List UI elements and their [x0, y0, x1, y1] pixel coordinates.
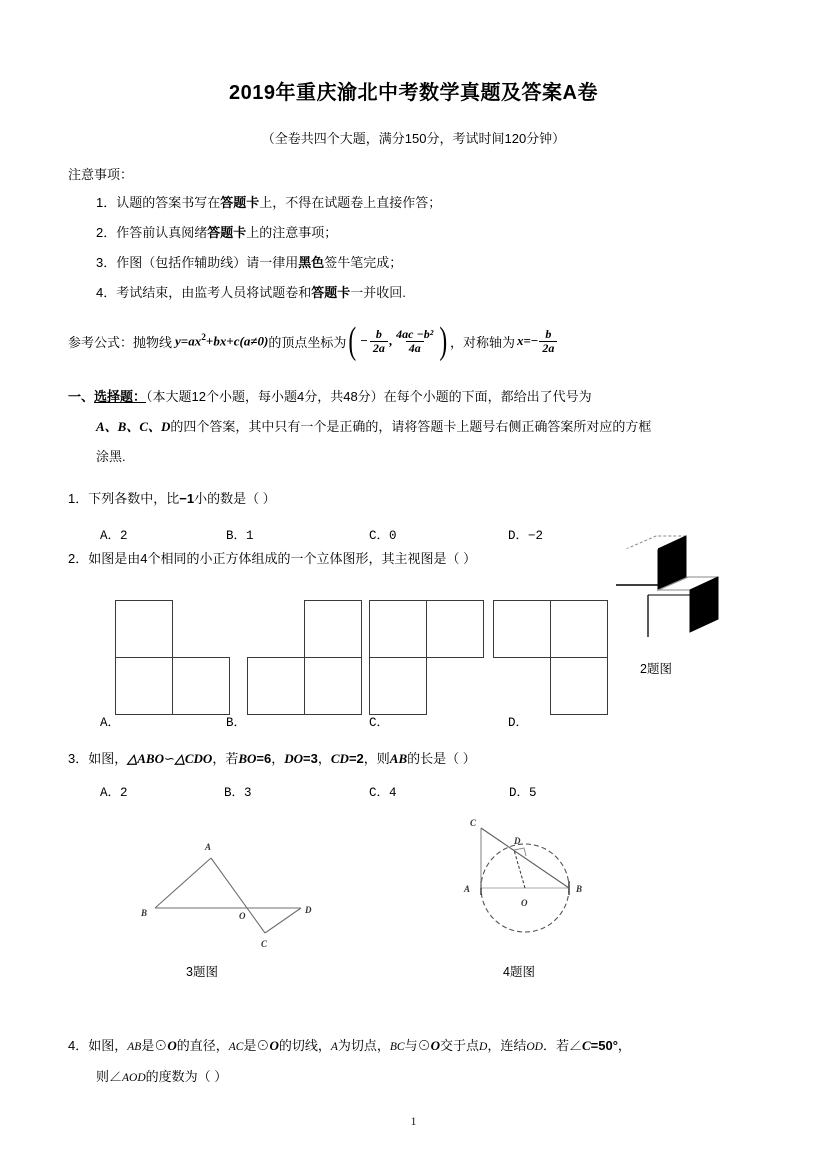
formula-equation: $y=ax^2+bx+c(a\ne 0)$	[175, 333, 269, 349]
q1-option-b[interactable]: B．1	[226, 529, 254, 543]
q3-seg-ab: AB	[389, 751, 408, 766]
section-header-line3: 涂黑.	[96, 449, 126, 464]
q1-option-a[interactable]: A．2	[100, 529, 128, 543]
shape-c-cell-bl	[369, 657, 427, 715]
svg-text:B: B	[576, 884, 583, 894]
svg-text:A: A	[464, 884, 471, 894]
q3-post: 的长是（ ）	[407, 751, 476, 766]
shape-d-cell-tr	[550, 600, 608, 658]
q3-mid-3: ，	[317, 751, 331, 766]
vertex-comma: ,	[388, 333, 393, 349]
q3-eq-2: =3	[303, 751, 318, 766]
formula-mid-text: 的顶点坐标为	[268, 334, 347, 350]
q3-eq-1: =6	[256, 751, 272, 766]
notice-item-1	[96, 194, 441, 212]
notice-item-2	[96, 224, 337, 242]
similar-triangles-icon	[135, 833, 325, 958]
q2-option-d[interactable]: D．	[508, 716, 529, 730]
vertex-minus: −	[359, 333, 368, 349]
q1-bold: −1	[179, 491, 195, 506]
section-line1-rest: （本大题12个小题，每小题4分，共48分）在每个小题的下面，都给出了代号为	[146, 389, 592, 404]
notice-3-post: 签牛笔完成；	[324, 255, 403, 270]
q1-option-c[interactable]: C．0	[369, 529, 397, 543]
question-4-figure-caption: 4题图	[503, 965, 535, 979]
shape-d-cell-tl	[493, 600, 551, 658]
shape-a-cell-tl	[115, 600, 173, 658]
q4-angle-aod: AOD	[122, 1072, 146, 1084]
shape-d-cell-br	[550, 657, 608, 715]
notice-2-bold: 答题卡	[207, 225, 247, 240]
shape-b-cell-bl	[247, 657, 305, 715]
svg-text:A: A	[205, 842, 212, 852]
q4-p11: =	[590, 1038, 599, 1053]
q4-p6: 为切点，	[337, 1038, 390, 1053]
q3-seg-bo: BO	[238, 751, 257, 766]
axis-equation: x=−	[517, 333, 539, 349]
svg-text:C: C	[470, 818, 477, 828]
section-header-line1	[68, 388, 592, 406]
q4-point-d: D	[479, 1041, 488, 1053]
section-header-line2	[96, 418, 651, 436]
q4-angle-c: C	[581, 1038, 591, 1053]
question-4-figure	[452, 812, 627, 967]
question-1-text	[68, 490, 276, 508]
q3-pre: 3．如图，	[68, 751, 128, 766]
right-paren: )	[439, 320, 448, 362]
q4-circle-o-2: O	[269, 1038, 279, 1053]
q1-pre: 1．下列各数中，比	[68, 491, 180, 506]
axis-fraction: $\frac{b}{2a}$	[539, 328, 557, 354]
svg-text:C: C	[261, 939, 268, 949]
q3-mid-2: ，	[271, 751, 285, 766]
q4-p5: 的切线，	[278, 1038, 331, 1053]
question-3-figure	[135, 833, 325, 963]
notice-1-post: 上，不得在试题卷上直接作答；	[259, 195, 442, 210]
section-answer-letters: A、B、C、D	[96, 419, 171, 434]
formula-axis-text: ，对称轴为	[449, 334, 515, 350]
notice-4-post: 一并收回.	[350, 285, 406, 300]
section-name: 选择题：	[94, 389, 147, 404]
question-3-text	[68, 750, 476, 768]
section-line2-rest: 的四个答案，其中只有一个是正确的，请将答题卡上题号右侧正确答案所对应的方框	[170, 419, 652, 434]
notice-2-post: 上的注意事项；	[246, 225, 338, 240]
page-number: 1	[410, 1114, 417, 1128]
q3-seg-do: DO	[284, 751, 304, 766]
q3-triangle-1: △ABO	[127, 751, 164, 766]
notice-1-bold: 答题卡	[220, 195, 260, 210]
q3-option-b[interactable]: B．3	[224, 786, 252, 800]
question-3-figure-caption: 3题图	[186, 965, 218, 979]
q4-p4: 是⊙	[243, 1038, 270, 1053]
notice-3-bold: 黑色	[298, 255, 325, 270]
svg-text:D: D	[305, 905, 312, 915]
page-subtitle: （全卷共四个大题，满分150分，考试时间120分钟）	[261, 131, 566, 146]
left-paren: (	[348, 320, 357, 362]
notice-3-pre: 3．作图（包括作辅助线）请一律用	[96, 255, 299, 270]
svg-text:B: B	[141, 908, 148, 918]
svg-text:O: O	[521, 898, 528, 908]
q4-p7: 与⊙	[404, 1038, 431, 1053]
shape-c-cell-tl	[369, 600, 427, 658]
shape-b-cell-br	[304, 657, 362, 715]
q4-line2-post: 的度数为（ ）	[145, 1069, 228, 1084]
svg-text:D: D	[514, 836, 521, 846]
q3-option-d[interactable]: D．5	[509, 786, 537, 800]
q4-p10: ．若∠	[542, 1038, 582, 1053]
q4-line2-pre: 则∠	[96, 1069, 123, 1084]
q4-seg-ac: AC	[228, 1041, 244, 1053]
q4-p9: ，连结	[487, 1038, 527, 1053]
q2-option-c[interactable]: C．	[369, 716, 390, 730]
q2-option-b[interactable]: B．	[226, 716, 247, 730]
q1-option-d[interactable]: D．−2	[508, 529, 544, 543]
q4-p3: 的直径，	[176, 1038, 229, 1053]
q4-circle-o-3: O	[430, 1038, 440, 1053]
q4-seg-od: OD	[526, 1041, 543, 1053]
q4-circle-o-1: O	[167, 1038, 177, 1053]
reference-formula	[68, 320, 558, 362]
q3-mid-4: ，则	[363, 751, 390, 766]
cube-stack-icon	[612, 527, 732, 647]
q4-point-a: A	[330, 1041, 338, 1053]
notice-4-bold: 答题卡	[311, 285, 351, 300]
shape-b-cell-tr	[304, 600, 362, 658]
notice-4-pre: 4．考试结束，由监考人员将试题卷和	[96, 285, 312, 300]
shape-a-cell-br	[172, 657, 230, 715]
formula-label: 参考公式：抛物线	[68, 334, 173, 350]
q3-mid-1: ，若	[212, 751, 239, 766]
vertex-fraction-1: $\frac{b}{2a}$	[370, 328, 388, 354]
q4-seg-bc: BC	[389, 1041, 405, 1053]
q4-p8: 交于点	[440, 1038, 480, 1053]
shape-a-cell-bl	[115, 657, 173, 715]
q1-post: 小的数是（ ）	[194, 491, 276, 506]
q3-similar-sign: ∽	[163, 751, 175, 766]
q4-p1: 4．如图，	[68, 1038, 128, 1053]
question-2-figure-caption: 2题图	[640, 662, 672, 676]
page-title: 2019年重庆渝北中考数学真题及答案A卷	[229, 82, 598, 104]
question-2-figure	[612, 527, 732, 652]
q3-option-a[interactable]: A．2	[100, 786, 128, 800]
q4-seg-ab: AB	[127, 1041, 142, 1053]
circle-tangent-icon	[452, 812, 627, 962]
question-4-text-line2	[96, 1068, 227, 1087]
question-2-text: 2．如图是由4个相同的小正方体组成的一个立体图形，其主视图是（ ）	[68, 551, 477, 566]
q4-p12: ，	[617, 1038, 631, 1053]
svg-text:O: O	[239, 911, 246, 921]
q3-option-c[interactable]: C．4	[369, 786, 397, 800]
notice-heading: 注意事项：	[68, 167, 134, 182]
q2-option-a[interactable]: A．	[100, 716, 121, 730]
notice-1-pre: 1．认题的答案书写在	[96, 195, 221, 210]
notice-2-pre: 2．作答前认真阅绪	[96, 225, 208, 240]
section-number: 一、	[68, 389, 95, 404]
notice-item-4	[96, 284, 406, 302]
notice-item-3	[96, 254, 402, 272]
shape-c-cell-tr	[426, 600, 484, 658]
q3-seg-cd: CD	[330, 751, 349, 766]
q4-p2: 是⊙	[141, 1038, 168, 1053]
q3-triangle-2: △CDO	[174, 751, 213, 766]
q3-eq-3: =2	[348, 751, 364, 766]
vertex-fraction-2: $\frac{\text{4ac −b²}}{4a}$	[396, 327, 434, 355]
question-4-text-line1	[68, 1037, 631, 1056]
q4-angle-value: 50°	[598, 1038, 618, 1053]
